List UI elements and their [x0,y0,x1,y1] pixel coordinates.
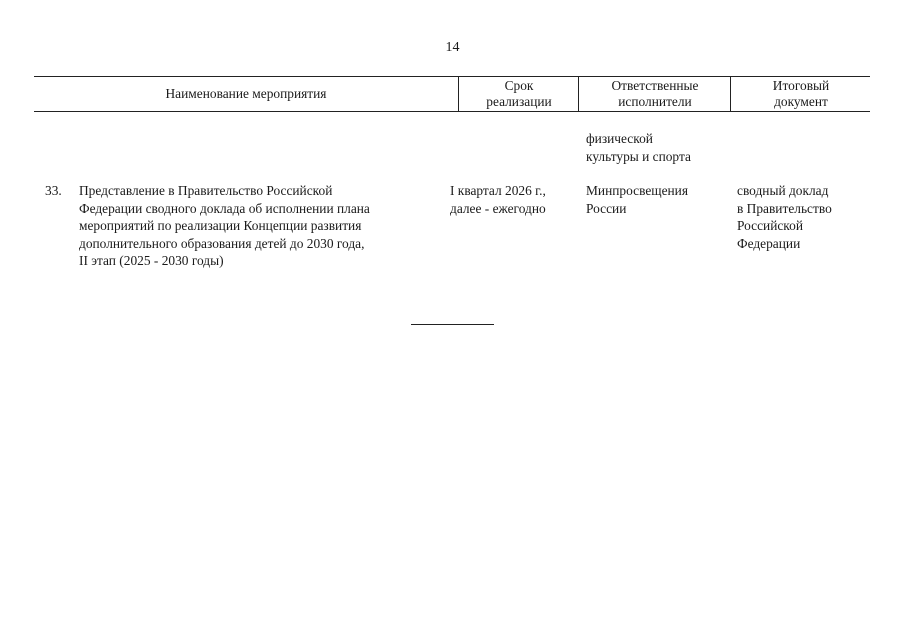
final-document-line: Российской [737,218,803,233]
event-name-line: мероприятий по реализации Концепции развития [79,218,362,233]
header-event-name [34,77,458,111]
term-line: I квартал 2026 г., [450,183,546,198]
responsible-line: Минпросвещения [586,183,689,198]
term-line: далее - ежегодно [450,200,546,216]
table-header [34,76,870,112]
header-term-line: реализации [486,94,552,109]
continuation-line: культуры и спорта [586,148,691,164]
header-term-line: Срок [504,78,534,93]
header-responsible-line: исполнители [618,94,692,109]
row-final-document [737,182,832,252]
header-term [458,77,579,111]
responsible-line: России [586,200,627,216]
row-number: 33. [45,183,62,198]
final-document-line: сводный доклад [737,183,829,198]
event-name-line: Федерации сводного доклада об исполнении плана [79,200,370,216]
final-document-line: Федерации [737,235,801,251]
continuation-line: физической [586,131,653,146]
continuation-responsible-cell [586,130,691,165]
end-rule [411,324,494,325]
header-final-document [730,77,871,111]
event-name-line: дополнительного образования детей до 2030 года, [79,235,365,251]
row-responsible [586,182,688,217]
event-name-line: Представление в Правительство Российской [79,183,333,198]
header-final-document-line: Итоговый [772,78,830,93]
page-number: 14 [445,40,460,55]
row-term [450,182,546,217]
header-event-name-line: Наименование мероприятия [165,86,327,101]
event-name-line: II этап (2025 - 2030 годы) [79,253,224,268]
final-document-line: в Правительство [737,200,832,216]
header-responsible [578,77,731,111]
header-final-document-line: документ [774,94,828,109]
header-responsible-line: Ответственные [611,78,699,93]
row-event-name [79,182,370,270]
